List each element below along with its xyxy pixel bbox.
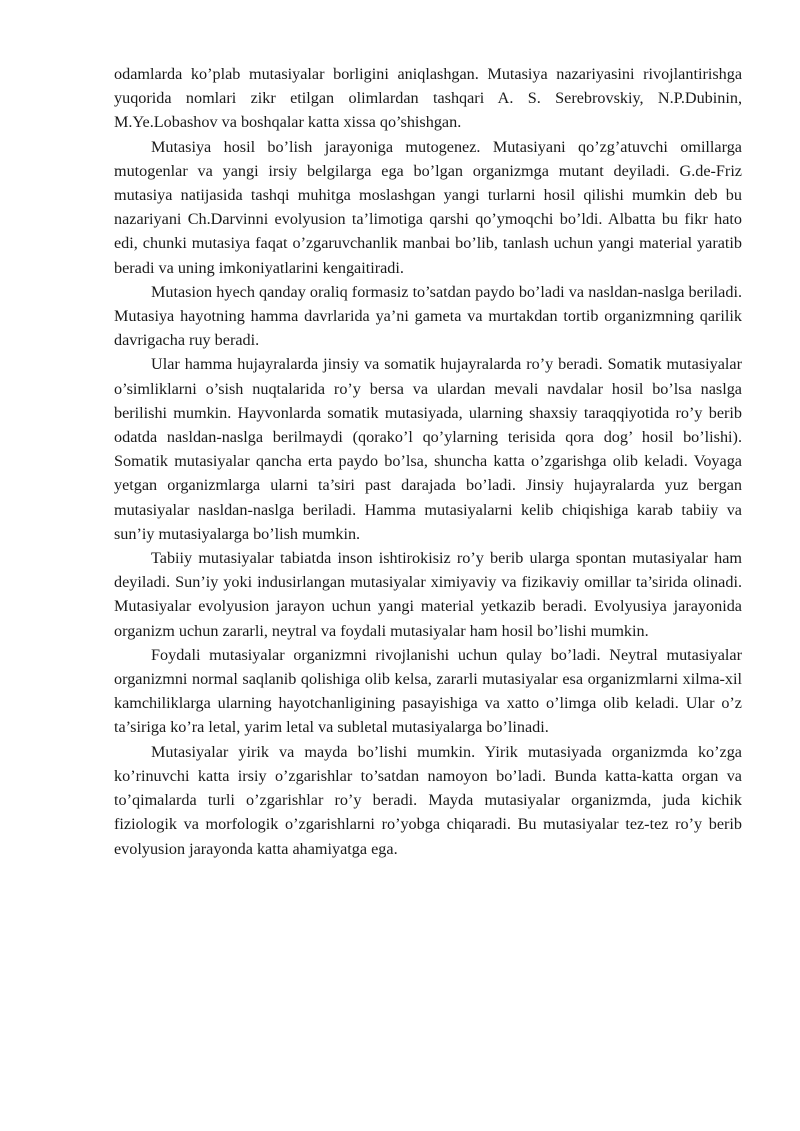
paragraph-4: Ular hamma hujayralarda jinsiy va somatik hujayralarda ro’y beradi. Somatik mutasiyalar o’simliklarni o’sish nuqtalarida ro’y bersa va ulardan mevali navdalar hosil bo’lsa naslga berilishi mumkin. Hayvonlarda somatik mutasiyada, ularning shaxsiy taraqqiyotida ro’y berib odatda nasldan-naslga berilmaydi (qorako’l qo’ylarning terisida qora dog’ hosil bo’lishi). Somatik mutasiyalar qancha erta paydo bo’lsa, shuncha katta o’zgarishga olib keladi. Voyaga yetgan organizmlarga ularni ta’siri past darajada bo’ladi. Jinsiy hujayralarda yuz bergan mutasiyalar nasldan-naslga beriladi. Hamma mutasiyalarni kelib chiqishiga karab tabiiy va sun’iy mutasiyalarga bo’lish mumkin. — [114, 355, 742, 543]
paragraph-3: Mutasion hyech qanday oraliq formasiz to’satdan paydo bo’ladi va nasldan-naslga beriladi. Mutasiya hayotning hamma davrlarida ya’ni gameta va murtakdan tortib organizmning qarilik davrigacha ruy beradi. — [114, 282, 742, 350]
document-page — [114, 62, 742, 861]
paragraph-1: odamlarda ko’plab mutasiyalar borligini aniqlashgan. Mutasiya nazariyasini rivojlantirishga yuqorida nomlari zikr etilgan olimlardan tashqari A. S. Serebrovskiy, N.P.Dubinin, M.Ye.Lobashov va boshqalar katta xissa qo’shishgan. — [114, 65, 742, 132]
paragraph-2: Mutasiya hosil bo’lish jarayoniga mutogenez. Mutasiyani qo’zg’atuvchi omillarga mutogenlar va yangi irsiy belgilarga ega bo’lgan organizmga mutant deyiladi. G.de-Friz mutasiya natijasida tashqi muhitga moslashgan yangi turlarni hosil qilishi mumkin deb bu nazariyani Ch.Darvinni evolyusion ta’limotiga qarshi qo’ymoqchi bo’ldi. Albatta bu fikr hato edi, chunki mutasiya faqat o’zgaruvchanlik manbai bo’lib, tanlash uchun yangi material yaratib beradi va uning imkoniyatlarini kengaitiradi. — [114, 137, 742, 277]
paragraph-5: Tabiiy mutasiyalar tabiatda inson ishtirokisiz ro’y berib ularga spontan mutasiyalar ham deyiladi. Sun’iy yoki indusirlangan mutasiyalar ximiyaviy va fizikaviy omillar ta’sirida olinadi. Mutasiyalar evolyusion jarayon uchun yangi material yetkazib beradi. Evolyusiya jarayonida organizm uchun zararli, neytral va foydali mutasiyalar ham hosil bo’lishi mumkin. — [114, 549, 742, 640]
paragraph-7: Mutasiyalar yirik va mayda bo’lishi mumkin. Yirik mutasiyada organizmda ko’zga ko’rinuvchi katta irsiy o’zgarishlar to’satdan namoyon bo’ladi. Bunda katta-katta organ va to’qimalarda turli o’zgarishlar ro’y beradi. Mayda mutasiyalar organizmda, juda kichik fiziologik va morfologik o’zgarishlarni ro’yobga chiqaradi. Bu mutasiyalar tez-tez ro’y berib evolyusion jarayonda katta ahamiyatga ega. — [114, 742, 742, 858]
paragraph-6: Foydali mutasiyalar organizmni rivojlanishi uchun qulay bo’ladi. Neytral mutasiyalar organizmni normal saqlanib qolishiga olib kelsa, zararli mutasiyalar esa organizmlarni xilma-xil kamchiliklarga ularning hayotchanligining pasayishiga va xatto o’limga olib keladi. Ular o’z ta’siriga ko’ra letal, yarim letal va subletal mutasiyalarga bo’linadi. — [114, 645, 742, 737]
